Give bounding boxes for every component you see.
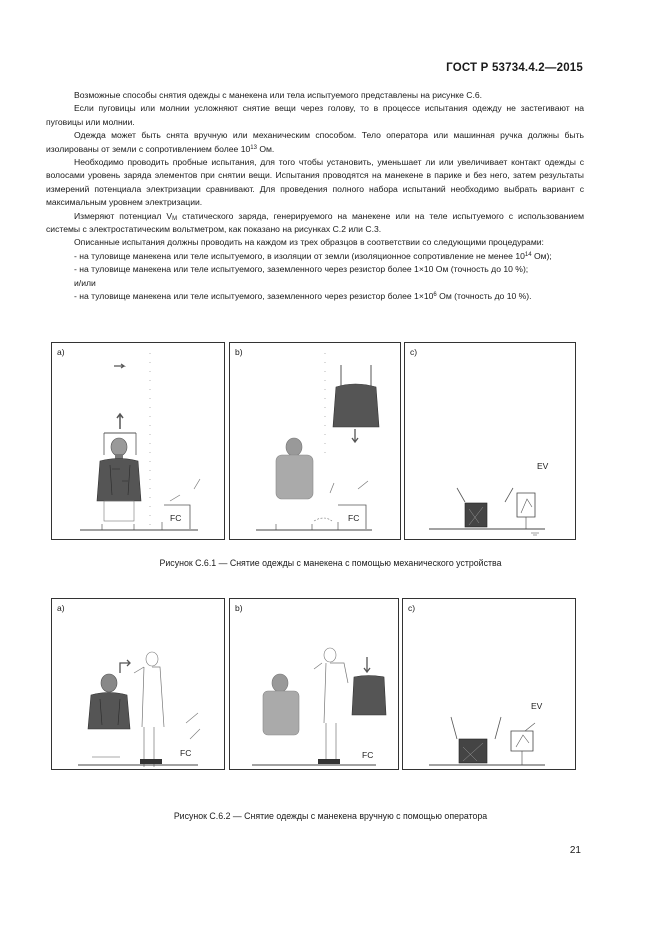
voltmeter-measurement-drawing bbox=[405, 343, 577, 541]
figure1-caption: Рисунок С.6.1 — Снятие одежды с манекена с помощью механического устройства bbox=[159, 558, 502, 568]
document-id: ГОСТ Р 53734.4.2—2015 bbox=[446, 62, 583, 74]
text-run: Ом (точность до 10 %). bbox=[436, 291, 532, 302]
text-run: - на туловище манекена или теле испытуемого, заземленного через резистор более 1×10 bbox=[74, 291, 434, 302]
list-item: и/или bbox=[74, 277, 96, 288]
figure1-panel-c bbox=[404, 342, 576, 540]
panel-label: a) bbox=[57, 347, 65, 357]
text-run: статического заряда, генерируемого на манекене или на теле испытуемого с использованием системы с электростатическим вольтметром, как показано на рисунках С.2 или С.3. bbox=[46, 210, 584, 235]
fc-label: FC bbox=[180, 748, 192, 758]
ev-label: EV bbox=[537, 461, 549, 471]
exponent: 13 bbox=[250, 144, 257, 151]
list-item: - на туловище манекена или теле испытуемого, заземленного через резистор более 1×10 Ом (точность до 10 %); bbox=[74, 264, 529, 275]
figure2-panel-b bbox=[229, 598, 399, 770]
text-run: Одежда может быть снята вручную или механическим способом. Тело оператора или машинная ручка должны быть изолированы от земли с сопротивлением более 10 bbox=[46, 130, 584, 154]
paragraph: Необходимо проводить пробные испытания, для того чтобы установить, уменьшает ли или увеличивает контакт одежды с волосами уровень заряда элементов при снятии вещи. Испытания проводятся на манекене в парике и без него, затем результаты измерений потенциала электризации сравнивают. Для проведения полного набора испытаний необходимо выбрать вариант с максимальным уровнем электризации. bbox=[46, 157, 584, 208]
figure1-panel-a bbox=[51, 342, 225, 540]
text-run: - на туловище манекена или теле испытуемого, в изоляции от земли (изоляционное сопротивление не менее 10 bbox=[74, 250, 525, 261]
panel-label: c) bbox=[410, 347, 418, 357]
paragraph: Описанные испытания должны проводить на каждом из трех образцов в соответствии со следующими процедурами: bbox=[74, 237, 544, 248]
panel-label: b) bbox=[235, 603, 243, 613]
paragraph bbox=[46, 129, 584, 156]
text-run: Ом); bbox=[531, 250, 552, 261]
mechanical-removal-drawing bbox=[230, 343, 402, 541]
operator-removal-drawing bbox=[230, 599, 400, 771]
panel-label: c) bbox=[408, 603, 416, 613]
page-number: 21 bbox=[569, 845, 581, 856]
fc-label: FC bbox=[348, 513, 360, 523]
subscript: M bbox=[172, 215, 178, 222]
operator-removal-drawing bbox=[52, 599, 226, 771]
paragraph: Возможные способы снятия одежды с манекена или тела испытуемого представлены на рисунке С.6. bbox=[74, 90, 483, 100]
fc-label: FC bbox=[362, 750, 374, 760]
list-item bbox=[46, 250, 584, 263]
panel-label: a) bbox=[57, 603, 65, 613]
fc-label: FC bbox=[170, 513, 182, 523]
body-text bbox=[46, 89, 584, 304]
text-run: Измеряют потенциал V bbox=[74, 210, 173, 221]
paragraph bbox=[46, 210, 584, 237]
voltmeter-measurement-drawing bbox=[403, 599, 577, 771]
figure2-caption: Рисунок С.6.2 — Снятие одежды с манекена вручную с помощью оператора bbox=[173, 811, 488, 821]
exponent: 6 bbox=[433, 292, 437, 299]
ev-label: EV bbox=[531, 701, 543, 711]
text-run: Ом. bbox=[256, 143, 275, 154]
figure2-panel-c bbox=[402, 598, 576, 770]
paragraph: Если пуговицы или молнии усложняют снятие вещи через голову, то в процессе испытания одежду не застегивают на пуговицы или молнии. bbox=[46, 103, 584, 127]
panel-label: b) bbox=[235, 347, 243, 357]
list-item bbox=[46, 290, 584, 303]
figure1-panel-b bbox=[229, 342, 401, 540]
mechanical-removal-drawing bbox=[52, 343, 226, 541]
exponent: 14 bbox=[524, 251, 532, 258]
figure2-panel-a bbox=[51, 598, 225, 770]
